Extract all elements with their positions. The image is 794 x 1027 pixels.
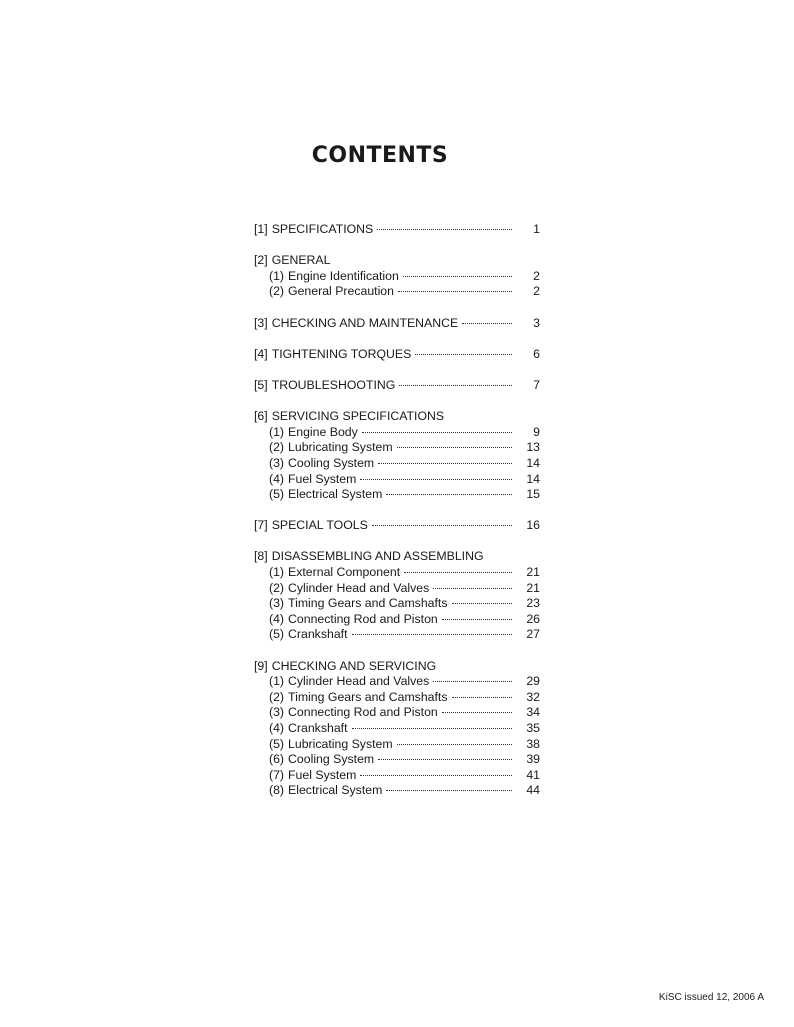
toc-section-heading[interactable]: [254, 347, 540, 363]
page-title: CONTENTS: [311, 143, 449, 168]
section-gap: [254, 503, 540, 519]
subsection-number: (2): [269, 440, 285, 455]
dot-leader: [378, 757, 512, 760]
toc-subsection-item[interactable]: [254, 456, 540, 472]
dot-leader: [415, 352, 512, 355]
dot-leader: [462, 321, 512, 324]
page-number: 38: [526, 736, 540, 751]
toc-section-heading[interactable]: [254, 378, 540, 394]
toc-subsection-item[interactable]: [254, 721, 540, 737]
toc-subsection-item[interactable]: [254, 612, 540, 628]
toc-section-heading[interactable]: [254, 549, 540, 565]
section-gap: [254, 331, 540, 347]
subsection-number: (2): [269, 689, 285, 704]
subsection-number: (1): [269, 268, 285, 283]
subsection-title: Fuel System: [288, 471, 357, 486]
page-number: 29: [526, 674, 540, 689]
subsection-number: (5): [269, 627, 285, 642]
toc-section: [254, 659, 540, 799]
section-number: [2]: [254, 253, 268, 268]
dot-leader: [352, 726, 513, 729]
page-number: 26: [526, 611, 540, 626]
section-title: TIGHTENING TORQUES: [271, 346, 412, 361]
subsection-number: (4): [269, 721, 285, 735]
toc-section: [254, 378, 540, 394]
toc-subsection-item[interactable]: [254, 674, 540, 690]
dot-leader: [378, 461, 512, 464]
subsection-title: Crankshaft: [288, 627, 348, 642]
page-number: 16: [526, 518, 540, 533]
dot-leader: [433, 586, 512, 589]
section-gap: [254, 643, 540, 659]
page-number: 14: [526, 471, 540, 486]
subsection-title: Electrical System: [288, 487, 383, 502]
page-number: 13: [526, 440, 540, 455]
subsection-number: (8): [269, 783, 285, 798]
toc-subsection-item[interactable]: [254, 705, 540, 721]
section-gap: [254, 238, 540, 254]
toc-subsection-item[interactable]: [254, 783, 540, 799]
section-number: [9]: [254, 658, 268, 673]
page-number: 6: [533, 346, 540, 361]
subsection-title: Timing Gears and Camshafts: [288, 596, 448, 611]
page-number: 27: [526, 627, 540, 642]
toc-subsection-item[interactable]: [254, 284, 540, 300]
subsection-number: (1): [269, 424, 285, 439]
page-number: 7: [533, 377, 540, 392]
subsection-title: Lubricating System: [288, 736, 393, 751]
dot-leader: [433, 679, 512, 682]
page-number: 2: [533, 284, 540, 299]
dot-leader: [397, 445, 512, 448]
toc-section: [254, 347, 540, 363]
section-number: [6]: [254, 409, 268, 424]
subsection-title: Electrical System: [288, 783, 383, 798]
toc-section-heading[interactable]: [254, 659, 540, 675]
subsection-number: (1): [269, 565, 285, 580]
toc-subsection-item[interactable]: [254, 581, 540, 597]
dot-leader: [399, 383, 512, 386]
toc-section: [254, 253, 540, 300]
subsection-number: (3): [269, 455, 285, 470]
subsection-number: (4): [269, 611, 285, 626]
subsection-number: (7): [269, 767, 285, 782]
toc-section-heading[interactable]: [254, 253, 540, 269]
section-title: DISASSEMBLING AND ASSEMBLING: [271, 549, 484, 564]
toc-subsection-item[interactable]: [254, 752, 540, 768]
page-number: 3: [533, 315, 540, 330]
toc-section: [254, 409, 540, 503]
page-number: 35: [526, 721, 540, 735]
dot-leader: [397, 742, 512, 745]
dot-leader: [404, 570, 512, 573]
dot-leader: [386, 788, 512, 791]
subsection-title: General Precaution: [288, 284, 394, 299]
page-number: 39: [526, 752, 540, 767]
dot-leader: [452, 601, 513, 604]
dot-leader: [360, 477, 512, 480]
toc-subsection-item[interactable]: [254, 768, 540, 784]
dot-leader: [442, 710, 512, 713]
subsection-title: Fuel System: [288, 767, 357, 782]
page-number: 41: [526, 767, 540, 782]
page-number: 32: [526, 689, 540, 704]
page-number: 2: [533, 268, 540, 283]
dot-leader: [352, 632, 513, 635]
subsection-title: Engine Body: [288, 424, 358, 439]
toc-subsection-item[interactable]: [254, 627, 540, 643]
page-number: 23: [526, 596, 540, 611]
section-gap: [254, 362, 540, 378]
subsection-number: (4): [269, 471, 285, 486]
footer-issue-note: KiSC issued 12, 2006 A: [658, 992, 764, 1003]
section-number: [4]: [254, 346, 268, 361]
subsection-title: Cylinder Head and Valves: [288, 674, 430, 689]
section-gap: [254, 534, 540, 550]
page-number: 1: [533, 222, 540, 236]
section-gap: [254, 300, 540, 316]
dot-leader: [386, 492, 512, 495]
dot-leader: [360, 773, 512, 776]
toc-subsection-item[interactable]: [254, 596, 540, 612]
toc-section: [254, 549, 540, 643]
subsection-title: External Component: [288, 565, 401, 580]
page-number: 44: [526, 783, 540, 798]
subsection-title: Engine Identification: [288, 268, 399, 283]
subsection-number: (5): [269, 736, 285, 751]
table-of-contents: [254, 222, 540, 799]
section-title: TROUBLESHOOTING: [271, 377, 396, 392]
toc-section: [254, 518, 540, 534]
section-title: SPECIAL TOOLS: [271, 518, 368, 533]
subsection-number: (3): [269, 705, 285, 720]
subsection-number: (1): [269, 674, 285, 689]
page-number: 9: [533, 424, 540, 439]
section-title: SERVICING SPECIFICATIONS: [271, 409, 445, 424]
toc-section-heading[interactable]: [254, 316, 540, 332]
subsection-title: Crankshaft: [288, 721, 348, 735]
section-number: [7]: [254, 518, 268, 533]
dot-leader: [372, 523, 512, 526]
dot-leader: [442, 617, 512, 620]
page-number: 14: [526, 455, 540, 470]
toc-subsection-item[interactable]: [254, 269, 540, 285]
subsection-number: (2): [269, 284, 285, 299]
page-number: 21: [526, 565, 540, 580]
section-gap: [254, 394, 540, 410]
subsection-title: Connecting Rod and Piston: [288, 705, 438, 720]
toc-subsection-item[interactable]: [254, 565, 540, 581]
subsection-title: Cooling System: [288, 455, 375, 470]
dot-leader: [377, 227, 512, 230]
section-title: GENERAL: [271, 253, 331, 268]
dot-leader: [398, 289, 512, 292]
page-number: 21: [526, 580, 540, 595]
toc-section: [254, 316, 540, 332]
section-title: CHECKING AND SERVICING: [271, 658, 437, 673]
subsection-number: (2): [269, 580, 285, 595]
toc-subsection-item[interactable]: [254, 425, 540, 441]
subsection-number: (5): [269, 487, 285, 502]
toc-subsection-item[interactable]: [254, 690, 540, 706]
section-number: [5]: [254, 377, 268, 392]
section-number: [1]: [254, 222, 268, 236]
section-number: [8]: [254, 549, 268, 564]
page-number: 34: [526, 705, 540, 720]
subsection-number: (3): [269, 596, 285, 611]
toc-subsection-item[interactable]: [254, 487, 540, 503]
dot-leader: [362, 430, 512, 433]
page-number: 15: [526, 487, 540, 502]
subsection-title: Cooling System: [288, 752, 375, 767]
section-number: [3]: [254, 315, 268, 330]
section-title: SPECIFICATIONS: [271, 222, 374, 236]
subsection-title: Connecting Rod and Piston: [288, 611, 438, 626]
subsection-number: (6): [269, 752, 285, 767]
subsection-title: Cylinder Head and Valves: [288, 580, 430, 595]
toc-subsection-item[interactable]: [254, 440, 540, 456]
section-title: CHECKING AND MAINTENANCE: [271, 315, 459, 330]
toc-section: [254, 222, 540, 238]
toc-section-heading[interactable]: [254, 518, 540, 534]
subsection-title: Lubricating System: [288, 440, 393, 455]
toc-subsection-item[interactable]: [254, 472, 540, 488]
toc-section-heading[interactable]: [254, 222, 540, 238]
toc-section-heading[interactable]: [254, 409, 540, 425]
dot-leader: [452, 695, 513, 698]
dot-leader: [403, 274, 512, 277]
subsection-title: Timing Gears and Camshafts: [288, 689, 448, 704]
toc-subsection-item[interactable]: [254, 737, 540, 753]
